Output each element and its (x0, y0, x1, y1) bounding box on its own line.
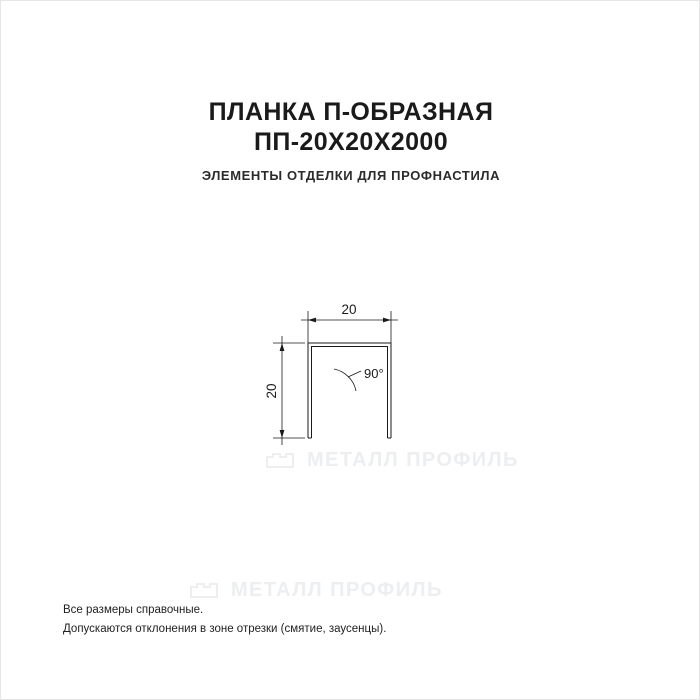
brand-logo-icon (189, 581, 223, 601)
profile-inner-contour (312, 347, 388, 439)
watermark-text: МЕТАЛЛ ПРОФИЛЬ (307, 449, 519, 471)
watermark-text: МЕТАЛЛ ПРОФИЛЬ (231, 579, 443, 601)
page-subtitle: ЭЛЕМЕНТЫ ОТДЕЛКИ ДЛЯ ПРОФНАСТИЛА (201, 168, 501, 183)
dim-arrow-up (280, 343, 285, 351)
dim-arrow-down (280, 430, 285, 438)
watermark-bottom (189, 579, 443, 602)
footer-note-1: Все размеры справочные. (63, 604, 204, 616)
dimension-label-top: 20 (341, 302, 357, 317)
page-title-line-1: ПЛАНКА П-ОБРАЗНАЯ (208, 98, 494, 126)
technical-drawing (1, 201, 700, 501)
page-title-line-2: ПП-20Х20Х2000 (253, 128, 449, 156)
footer-notes (63, 601, 643, 639)
angle-arc (334, 369, 356, 391)
profile-outline (308, 343, 391, 438)
profile-drawing-svg (1, 201, 700, 501)
dimension-label-left: 20 (264, 383, 279, 399)
dim-arrow-left (308, 318, 316, 323)
footer-note-2: Допускаются отклонения в зоне отрезки (смятие, заусенцы). (63, 623, 387, 635)
angle-leader-line (348, 371, 361, 377)
title-block (1, 97, 700, 183)
angle-indicator (334, 366, 384, 391)
angle-label: 90° (364, 366, 384, 381)
dim-arrow-right (383, 318, 391, 323)
profile-outer-contour (308, 343, 391, 438)
